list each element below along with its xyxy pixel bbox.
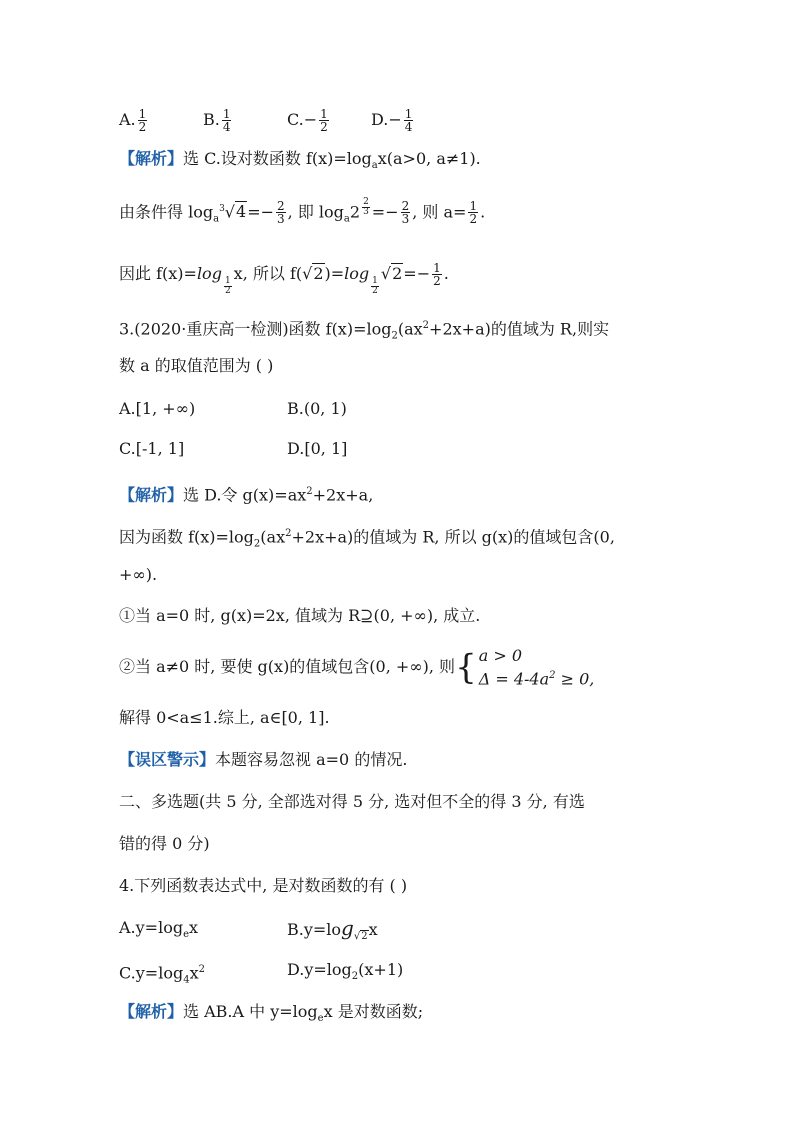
analysis-tag: 【解析】 — [119, 1002, 184, 1021]
q3-case1: ①当 a=0 时, g(x)=2x, 值域为 R⊇(0, +∞), 成立. — [119, 606, 481, 625]
q4-analysis: 【解析】选 AB.A 中 $y=\log_ex$ 是对数函数; — [119, 1002, 424, 1025]
q3-option-c: C.[-1, 1] — [119, 439, 185, 458]
q2-options-row — [0, 108, 794, 136]
section2-heading-line1: 二、多选题(共 5 分, 全部选对得 5 分, 选对但不全的得 3 分, 有选 — [119, 792, 585, 811]
inequality-system: a > 0 $\Delta = 4-4a^2 \ge 0$, — [478, 645, 595, 689]
q2-option-b: B. $\frac{1}{4}$ — [203, 107, 231, 134]
q3-solve: 解得 0<a≤1.综上, a∈[0, 1]. — [119, 708, 330, 727]
q3-case2: ②当 a≠0 时, 要使 g(x)的值域包含(0, +∞), 则{ a > 0 $\Delta = 4-4a^2 \ge 0$, — [119, 645, 595, 689]
q3-warning: 【误区警示】本题容易忽视 a=0 的情况. — [119, 750, 408, 769]
q2-option-a: A. $\frac{1}{2}$ — [119, 107, 147, 134]
analysis-tag: 【解析】 — [119, 149, 184, 168]
warning-tag: 【误区警示】 — [119, 750, 216, 769]
q2-option-c: C.− $\frac{1}{2}$ — [287, 107, 328, 134]
q2-analysis-line2: 由条件得 $\log_a^3√4=-$ $\frac{2}{3}$ , 即 $\log_a2$ $\frac{2}{3}$ =− $\frac{2}{3}$ , 则 a= $\frac{1}{2}$ . — [119, 197, 486, 227]
q3-option-b: B.(0, 1) — [287, 399, 347, 418]
analysis-tag: 【解析】 — [119, 485, 184, 505]
section2-heading-line2: 错的得 0 分) — [119, 834, 210, 853]
q3-analysis-line2: 因为函数 $f(x)=\log_2(ax^2+2x+a)$的值域为 R, 所以 g(x)的值域包含(0, — [119, 527, 615, 550]
q4-stem: 4.下列函数表达式中, 是对数函数的有 ( ) — [119, 876, 408, 895]
q3-stem-line2: 数 a 的取值范围为 ( ) — [119, 356, 274, 375]
q4-option-b: $B.y=\log_{√2}x$ — [287, 916, 378, 943]
q2-analysis-line1: 【解析】选 C.设对数函数 $f(x)=\log_ax(a>0$, a≠1). — [119, 149, 481, 172]
q3-stem-line1: 3.(2020·重庆高一检测)函数 $f(x)=\log_2(ax^2+2x+a)$的值域为 R,则实 — [119, 319, 610, 342]
q3-analysis-line1: 【解析】选 D.令 $g(x)=ax^2+2x+a$, — [119, 485, 374, 505]
q4-option-d: $D.y=\log_2(x+1)$ — [287, 960, 404, 983]
q3-option-a: A.[1, +∞) — [119, 399, 196, 418]
q4-option-c: $C.y=\log_4x^2$ — [119, 963, 205, 986]
q2-analysis-line3: 因此 f(x)=log $\frac{1}{2}$ x, 所以 f(√2)=log $\frac{1}{2}$ √2=− $\frac{1}{2}$ . — [119, 261, 449, 297]
q3-analysis-line3: +∞). — [119, 565, 158, 584]
q3-option-d: D.[0, 1] — [287, 439, 348, 458]
q4-option-a: $A.y=\log_ex$ — [119, 918, 199, 941]
left-brace: { — [455, 647, 477, 688]
q2-option-d: D.− $\frac{1}{4}$ — [371, 107, 413, 134]
